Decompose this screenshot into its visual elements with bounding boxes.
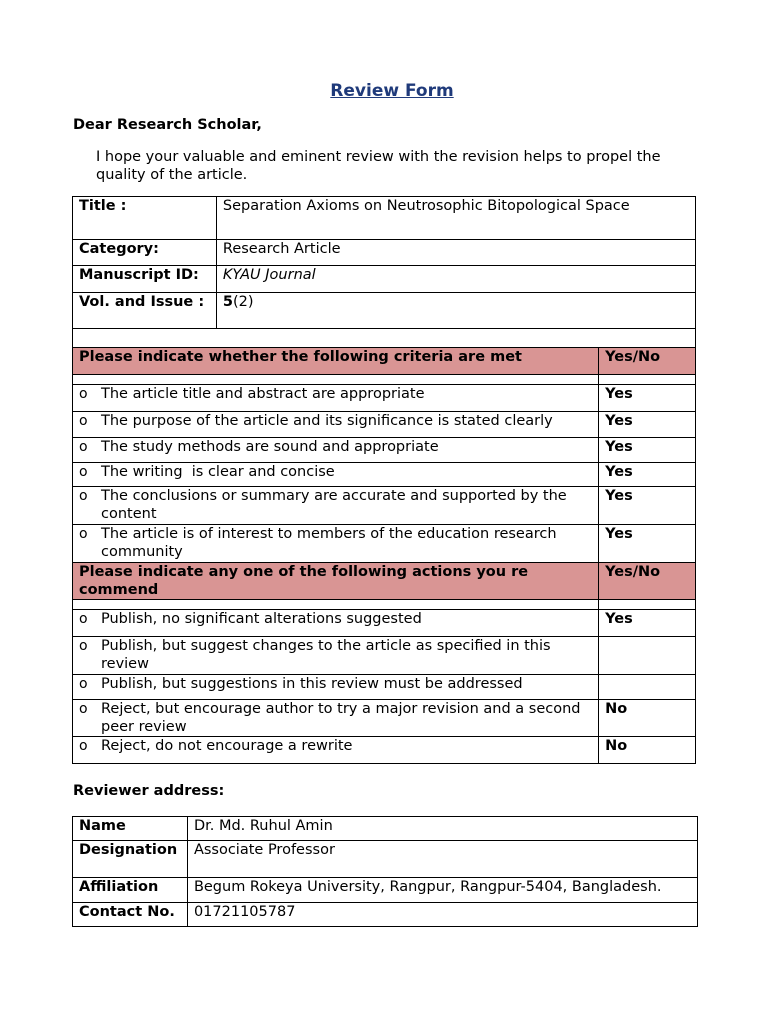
- criteria-text: The article title and abstract are appropriate: [101, 386, 425, 402]
- criteria-answer: Yes: [599, 463, 696, 487]
- title-label: Title :: [73, 197, 217, 240]
- action-row: [73, 700, 696, 737]
- action-row: [73, 610, 696, 637]
- contact-value: 01721105787: [187, 903, 697, 927]
- action-row: [73, 737, 696, 764]
- vol-label: Vol. and Issue :: [73, 293, 217, 329]
- reviewer-table: [72, 816, 698, 927]
- intro-text: I hope your valuable and eminent review with the revision helps to propel the quality of the article.: [96, 149, 661, 183]
- name-value: Dr. Md. Ruhul Amin: [187, 817, 697, 841]
- bullet-icon: o: [79, 738, 88, 754]
- article-info-table: [72, 196, 696, 349]
- bullet-icon: o: [79, 701, 88, 717]
- actions-spacer-row: [73, 600, 696, 610]
- vol-number: 5: [222, 294, 233, 310]
- vol-row: [73, 293, 696, 329]
- name-label: Name: [73, 817, 188, 841]
- action-row: [73, 675, 696, 700]
- bullet-icon: o: [79, 386, 88, 402]
- actions-header: Please indicate any one of the following actions you re commend: [73, 563, 599, 600]
- criteria-answer: Yes: [599, 525, 696, 563]
- criteria-header: Please indicate whether the following criteria are met: [73, 348, 599, 375]
- greeting: Dear Research Scholar,: [73, 117, 262, 133]
- action-answer: No: [599, 700, 696, 737]
- spacer-row: [73, 329, 696, 349]
- action-text: Reject, do not encourage a rewrite: [101, 738, 353, 754]
- action-answer: [599, 637, 696, 675]
- title-row: [73, 197, 696, 240]
- contact-label: Contact No.: [73, 903, 188, 927]
- criteria-header-row: [73, 348, 696, 375]
- designation-row: [73, 841, 698, 878]
- manuscript-row: [73, 266, 696, 293]
- reviewer-address-heading: Reviewer address:: [73, 783, 225, 799]
- criteria-text: The conclusions or summary are accurate and supported by the content: [101, 488, 567, 522]
- category-value: Research Article: [216, 240, 695, 266]
- criteria-row: [73, 385, 696, 412]
- criteria-row: [73, 438, 696, 463]
- action-answer: [599, 675, 696, 700]
- affiliation-row: [73, 878, 698, 903]
- form-title: Review Form: [330, 81, 454, 101]
- action-text: Publish, but suggest changes to the article as specified in this review: [101, 638, 551, 672]
- criteria-answer: Yes: [599, 487, 696, 525]
- affiliation-label: Affiliation: [73, 878, 188, 903]
- action-text: Reject, but encourage author to try a major revision and a second peer review: [101, 701, 581, 735]
- actions-header-col: Yes/No: [599, 563, 696, 600]
- contact-row: [73, 903, 698, 927]
- title-value: Separation Axioms on Neutrosophic Bitopological Space: [216, 197, 695, 240]
- bullet-icon: o: [79, 611, 88, 627]
- affiliation-value: Begum Rokeya University, Rangpur, Rangpur-5404, Bangladesh.: [187, 878, 697, 903]
- criteria-answer: Yes: [599, 385, 696, 412]
- action-answer: Yes: [599, 610, 696, 637]
- criteria-spacer-row: [73, 375, 696, 385]
- criteria-row: [73, 463, 696, 487]
- action-text: Publish, no significant alterations suggested: [101, 611, 422, 627]
- action-answer: No: [599, 737, 696, 764]
- criteria-text: The writing is clear and concise: [101, 464, 335, 480]
- action-row: [73, 637, 696, 675]
- actions-header-row: [73, 563, 696, 600]
- name-row: [73, 817, 698, 841]
- criteria-text: The purpose of the article and its significance is stated clearly: [101, 413, 553, 429]
- category-row: [73, 240, 696, 266]
- manuscript-label: Manuscript ID:: [73, 266, 217, 293]
- criteria-header-col: Yes/No: [599, 348, 696, 375]
- action-text: Publish, but suggestions in this review must be addressed: [101, 676, 523, 692]
- bullet-icon: o: [79, 638, 88, 654]
- spacer-cell: [73, 329, 696, 349]
- category-label: Category:: [73, 240, 217, 266]
- criteria-answer: Yes: [599, 438, 696, 463]
- designation-label: Designation: [73, 841, 188, 878]
- vol-issue: (2): [232, 294, 254, 310]
- criteria-row: [73, 487, 696, 525]
- manuscript-value: KYAU Journal: [216, 266, 695, 293]
- bullet-icon: o: [79, 488, 88, 504]
- vol-value: [216, 293, 695, 329]
- criteria-answer: Yes: [599, 412, 696, 438]
- bullet-icon: o: [79, 676, 88, 692]
- criteria-row: [73, 525, 696, 563]
- bullet-icon: o: [79, 439, 88, 455]
- bullet-icon: o: [79, 413, 88, 429]
- criteria-text: The study methods are sound and appropriate: [101, 439, 439, 455]
- criteria-table: [72, 347, 696, 764]
- bullet-icon: o: [79, 464, 88, 480]
- bullet-icon: o: [79, 526, 88, 542]
- criteria-row: [73, 412, 696, 438]
- criteria-text: The article is of interest to members of the education research community: [101, 526, 557, 560]
- designation-value: Associate Professor: [187, 841, 697, 878]
